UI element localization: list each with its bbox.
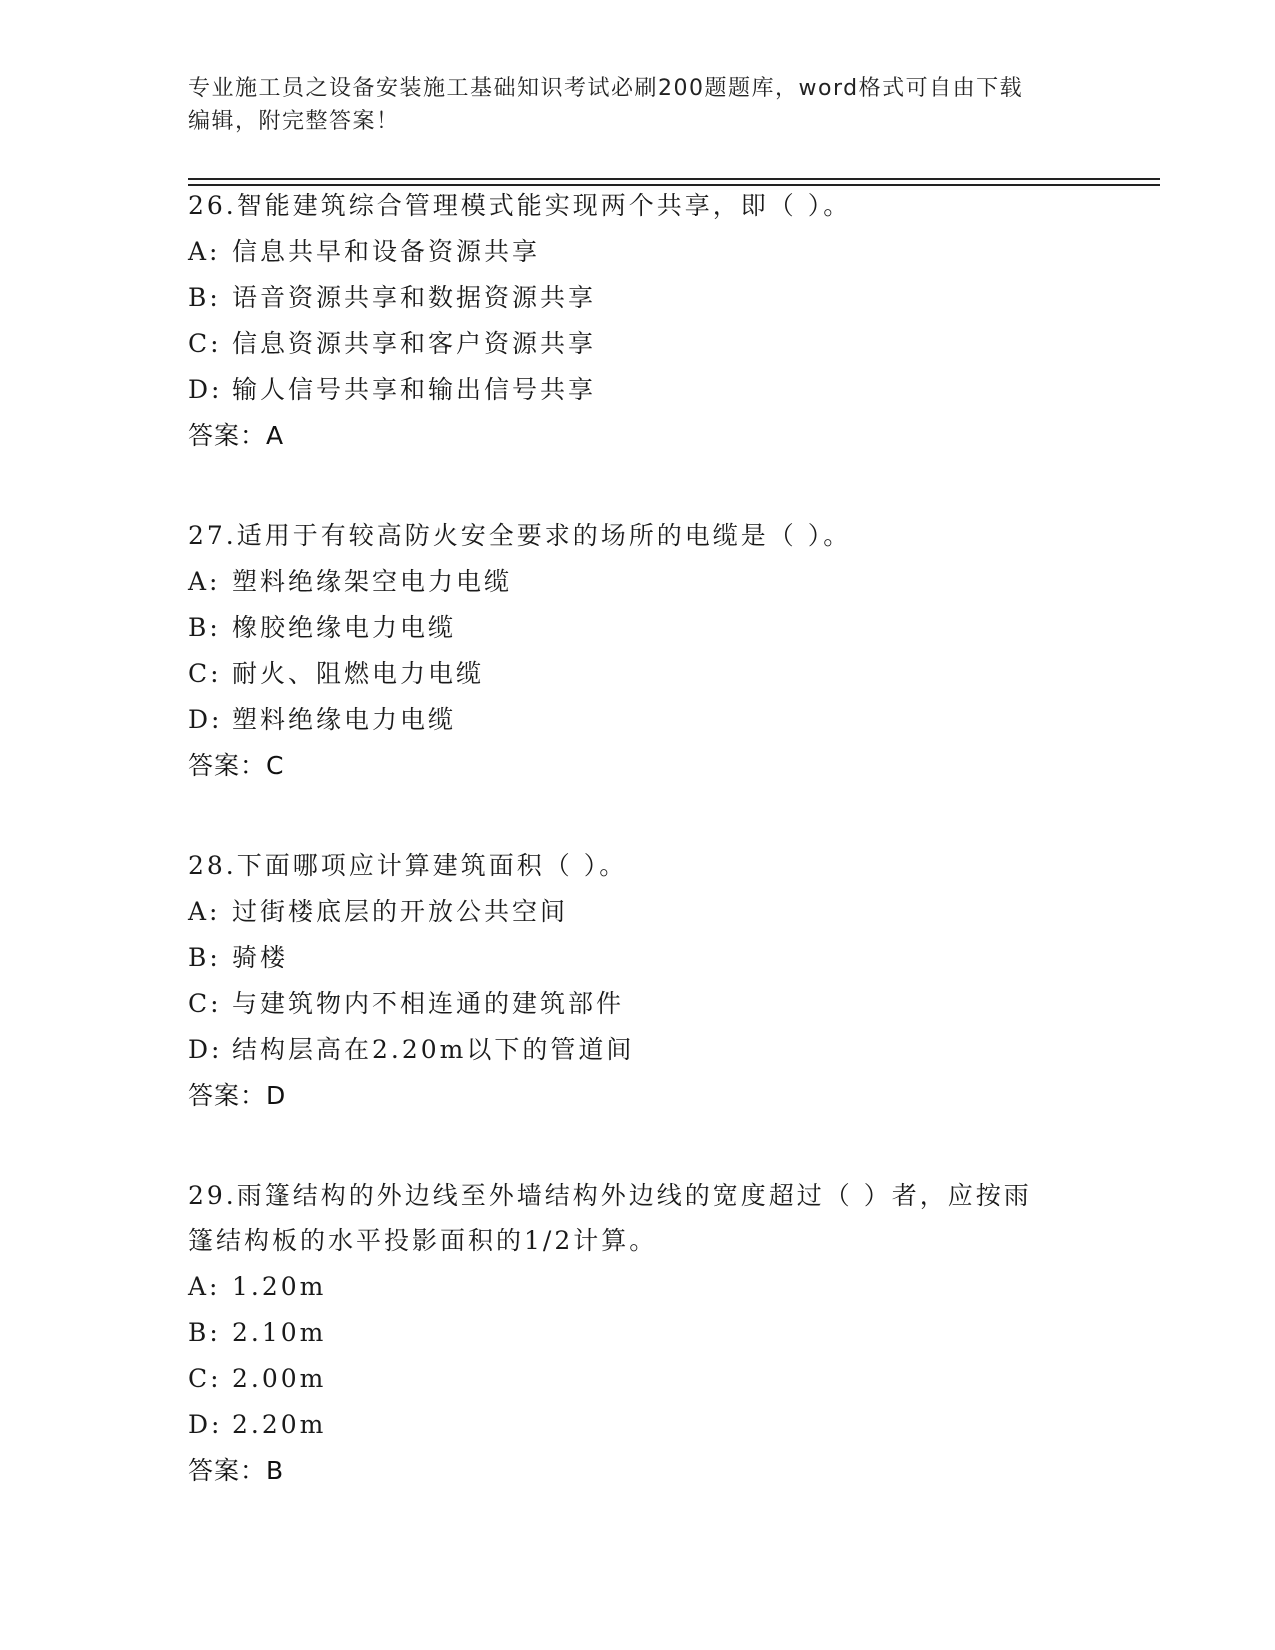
answer-option: [188, 1271, 1088, 1303]
option-key: A:: [188, 237, 221, 266]
option-text: 2.20m: [232, 1410, 327, 1439]
answer-option: [188, 658, 1088, 690]
option-text: 结构层高在2.20m以下的管道间: [232, 1035, 635, 1064]
option-key: D:: [188, 705, 223, 734]
option-key: D:: [188, 1410, 223, 1439]
option-text: 信息共早和设备资源共享: [232, 237, 541, 266]
option-key: A:: [188, 1272, 221, 1301]
question-text: [188, 850, 1088, 882]
option-text: 塑料绝缘架空电力电缆: [232, 567, 513, 596]
answer-option: [188, 612, 1088, 644]
answer-line: 答案：C: [188, 751, 285, 780]
question-list: [188, 190, 1088, 1555]
option-text: 橡胶绝缘电力电缆: [232, 613, 457, 642]
answer-option: [188, 1409, 1088, 1441]
question-text-line: 28.下面哪项应计算建筑面积（ ）。: [188, 851, 628, 880]
option-text: 2.00m: [232, 1364, 327, 1393]
answer-option: [188, 1363, 1088, 1395]
option-key: C:: [188, 1364, 222, 1393]
question-text-line: 篷结构板的水平投影面积的1/2计算。: [188, 1226, 658, 1255]
option-key: B:: [188, 1318, 221, 1347]
answer-option: [188, 236, 1088, 268]
option-text: 语音资源共享和数据资源共享: [232, 283, 597, 312]
header-divider-bottom: [188, 184, 1160, 186]
option-text: 信息资源共享和客户资源共享: [232, 329, 597, 358]
option-key: C:: [188, 989, 222, 1018]
question-block: [188, 190, 1088, 452]
header-title-line-1: 专业施工员之设备安装施工基础知识考试必刷200题题库，word格式可自由下载: [188, 76, 1024, 101]
answer-line: 答案：D: [188, 1081, 287, 1110]
answer-option: [188, 896, 1088, 928]
header-divider-top: [188, 178, 1160, 180]
option-key: B:: [188, 283, 221, 312]
header-title-line-2: 编辑，附完整答案！: [188, 109, 400, 134]
answer-line: 答案：A: [188, 421, 285, 450]
question-block: [188, 520, 1088, 782]
question-block: [188, 1180, 1088, 1487]
answer-option: [188, 566, 1088, 598]
answer-option: [188, 282, 1088, 314]
option-text: 骑楼: [232, 943, 289, 972]
answer-option: [188, 374, 1088, 406]
option-key: D:: [188, 375, 223, 404]
option-text: 塑料绝缘电力电缆: [232, 705, 457, 734]
option-text: 输人信号共享和输出信号共享: [232, 375, 597, 404]
question-text: [188, 1180, 1088, 1257]
question-text-line: 27.适用于有较高防火安全要求的场所的电缆是（ ）。: [188, 521, 852, 550]
question-block: [188, 850, 1088, 1112]
answer-option: [188, 1034, 1088, 1066]
option-key: A:: [188, 897, 221, 926]
question-text-line: 29.雨篷结构的外边线至外墙结构外边线的宽度超过（ ）者，应按雨: [188, 1181, 1032, 1210]
option-text: 与建筑物内不相连通的建筑部件: [232, 989, 625, 1018]
answer-option: [188, 942, 1088, 974]
option-text: 过街楼底层的开放公共空间: [232, 897, 569, 926]
answer-option: [188, 328, 1088, 360]
answer-line: 答案：B: [188, 1456, 285, 1485]
question-text-line: 26.智能建筑综合管理模式能实现两个共享，即（ ）。: [188, 191, 852, 220]
option-key: C:: [188, 659, 222, 688]
option-text: 2.10m: [232, 1318, 327, 1347]
option-text: 耐火、阻燃电力电缆: [232, 659, 485, 688]
option-key: C:: [188, 329, 222, 358]
answer-option: [188, 704, 1088, 736]
option-key: D:: [188, 1035, 223, 1064]
answer-option: [188, 988, 1088, 1020]
answer-option: [188, 1317, 1088, 1349]
option-key: B:: [188, 943, 221, 972]
option-key: A:: [188, 567, 221, 596]
option-text: 1.20m: [232, 1272, 327, 1301]
question-text: [188, 520, 1088, 552]
question-text: [188, 190, 1088, 222]
document-header: [188, 72, 1088, 138]
option-key: B:: [188, 613, 221, 642]
